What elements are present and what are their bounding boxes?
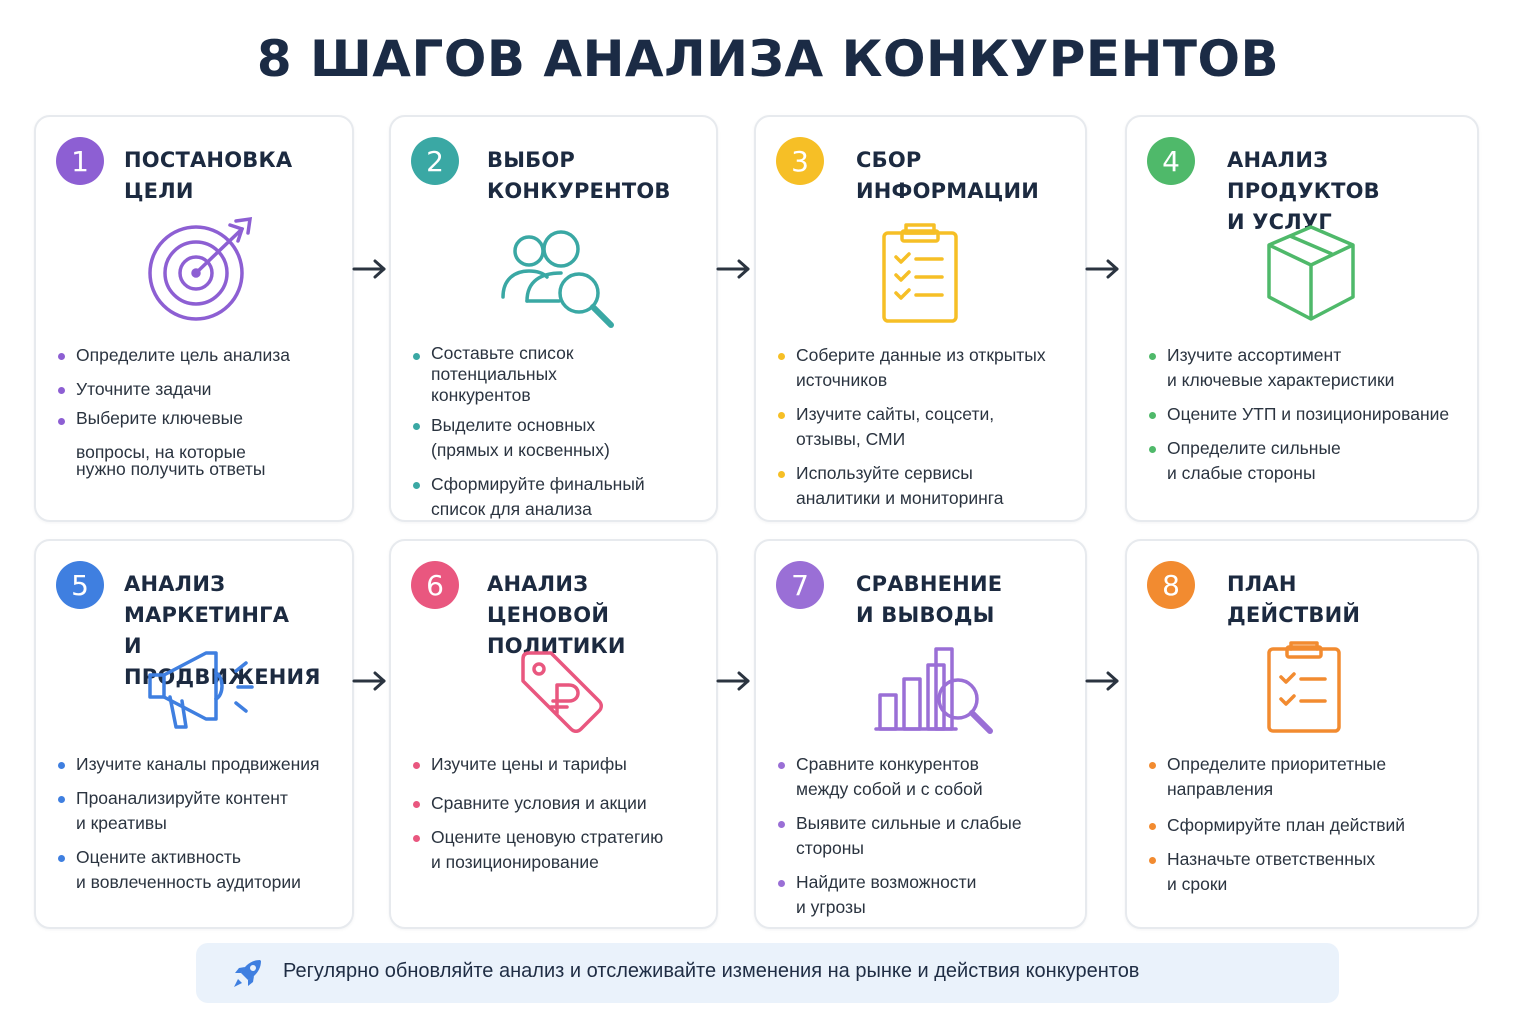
step-number-badge: 5 — [56, 561, 104, 609]
clipboard-checklist-icon — [880, 221, 960, 325]
step-number-badge: 6 — [411, 561, 459, 609]
list-item: Изучите сайты, соцсети, отзывы, СМИ — [778, 402, 1075, 452]
step-card-7 — [754, 539, 1087, 929]
step-bullets — [413, 343, 706, 531]
step-number-badge: 8 — [1147, 561, 1195, 609]
list-item: Определите приоритетные направления — [1149, 752, 1467, 802]
step-title: ПЛАН ДЕЙСТВИЙ — [1227, 572, 1361, 627]
list-item: Проанализируйте контент и креативы — [58, 786, 342, 836]
arrow-right-icon — [1085, 259, 1121, 279]
step-bullets — [58, 343, 342, 487]
list-item: Определите цель анализа — [58, 343, 342, 368]
arrow-right-icon — [352, 671, 388, 691]
arrow-right-icon — [716, 671, 752, 691]
step-card-3 — [754, 115, 1087, 522]
step-title: ВЫБОР КОНКУРЕНТОВ — [487, 148, 671, 203]
price-tag-ruble-icon — [517, 647, 607, 737]
step-bullets — [413, 752, 706, 884]
list-item: Выявите сильные и слабые стороны — [778, 811, 1075, 861]
arrow-right-icon — [1085, 671, 1121, 691]
people-search-icon — [499, 227, 619, 331]
list-item: Сравните конкурентов между собой и с собой — [778, 752, 1075, 802]
list-item: Уточните задачи — [58, 377, 342, 402]
list-item: Определите сильные и слабые стороны — [1149, 436, 1467, 486]
step-card-4 — [1125, 115, 1479, 522]
list-item: Сформируйте финальный список для анализа — [413, 472, 706, 522]
list-item: Соберите данные из открытых источников — [778, 343, 1075, 393]
step-card-2 — [389, 115, 718, 522]
list-item: Оцените УТП и позиционирование — [1149, 402, 1467, 427]
step-card-5 — [34, 539, 354, 929]
list-item: Выберите ключевые вопросы, на которые нужно получить ответы — [58, 410, 342, 478]
arrow-right-icon — [716, 259, 752, 279]
list-item: Назначьте ответственных и сроки — [1149, 847, 1467, 897]
step-title: ПОСТАНОВКА ЦЕЛИ — [124, 148, 293, 203]
step-number-badge: 7 — [776, 561, 824, 609]
bar-chart-search-icon — [874, 645, 998, 737]
footer-text: Регулярно обновляйте анализ и отслеживайте изменения на рынке и действия конкурентов — [283, 960, 1140, 982]
clipboard-plan-icon — [1265, 639, 1343, 735]
step-number-badge: 1 — [56, 137, 104, 185]
step-card-1 — [34, 115, 354, 522]
rocket-icon — [230, 957, 264, 991]
step-bullets — [1149, 752, 1467, 906]
list-item: Выделите основных (прямых и косвенных) — [413, 413, 706, 463]
step-title: СРАВНЕНИЕ И ВЫВОДЫ — [856, 572, 1003, 627]
list-item: Изучите каналы продвижения — [58, 752, 342, 777]
list-item: Используйте сервисы аналитики и мониторинга — [778, 461, 1075, 511]
step-title: АНАЛИЗ ЦЕНОВОЙ ПОЛИТИКИ — [487, 572, 626, 658]
step-bullets — [1149, 343, 1467, 495]
step-number-badge: 4 — [1147, 137, 1195, 185]
step-bullets — [778, 343, 1075, 520]
arrow-right-icon — [352, 259, 388, 279]
megaphone-icon — [146, 645, 258, 731]
step-title: АНАЛИЗ ПРОДУКТОВ И УСЛУГ — [1227, 148, 1380, 234]
footer-note — [196, 943, 1339, 1003]
step-title: АНАЛИЗ МАРКЕТИНГА И ПРОДВИЖЕНИЯ — [124, 572, 321, 689]
step-bullets — [58, 752, 342, 904]
step-title: СБОР ИНФОРМАЦИИ — [856, 148, 1040, 203]
box-icon — [1263, 223, 1359, 323]
list-item: Составьте список потенциальных конкурентов — [413, 343, 706, 406]
list-item: Изучите цены и тарифы — [413, 752, 706, 777]
list-item: Сравните условия и акции — [413, 791, 706, 816]
list-item: Найдите возможности и угрозы — [778, 870, 1075, 920]
target-icon — [144, 215, 260, 325]
step-card-8 — [1125, 539, 1479, 929]
list-item: Изучите ассортимент и ключевые характеристики — [1149, 343, 1467, 393]
list-item: Оцените ценовую стратегию и позиционирование — [413, 825, 706, 875]
list-item: Сформируйте план действий — [1149, 813, 1467, 838]
step-card-6 — [389, 539, 718, 929]
step-number-badge: 3 — [776, 137, 824, 185]
list-item: Оцените активность и вовлеченность аудитории — [58, 845, 342, 895]
step-bullets — [778, 752, 1075, 929]
step-number-badge: 2 — [411, 137, 459, 185]
page-title: 8 ШАГОВ АНАЛИЗА КОНКУРЕНТОВ — [256, 30, 1280, 88]
